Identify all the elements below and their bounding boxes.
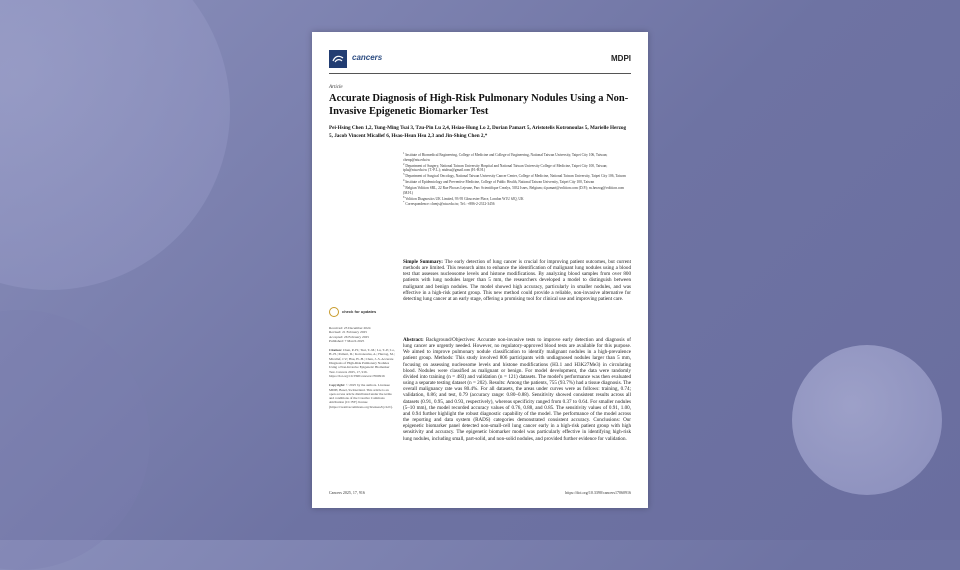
background-circle-lower xyxy=(0,310,150,570)
background-circle-large xyxy=(0,0,230,290)
background-circle-right xyxy=(792,345,942,495)
correspondence: * Correspondence: chenjs@ntu.edu.tw; Tel.: +886-2-2312-3456 xyxy=(403,201,495,207)
affiliation-item: $^3$ Department of Surgical Oncology, National Taiwan University Cancer Center, College of Medicine, National Taiwan University, Taipei City 106, Taiwan xyxy=(403,173,626,179)
publication-dates: Received: 23 December 2024 Revised: 21 February 2025 Accepted: 26 February 2025 Published: 7 March 2025 xyxy=(329,326,371,343)
affiliation-item: $^5$ Belgian Volition SRL, 22 Rue Phocas Lejeune, Parc Scientifique Crealys, 5032 Isnes, Belgium; d.pamart@volition.com (D.P.); m.herzog@volition.com (M.H.) xyxy=(403,184,625,195)
document-page xyxy=(312,32,648,508)
check-for-updates-badge[interactable]: check for updates xyxy=(329,307,395,317)
simple-summary: Simple Summary: The early detection of lung cancer is crucial for improving patient outcomes, but current methods are limited. This research aims to enhance the identification of malignant lung nodules using a blood test that assesses nucleosome levels and histone modifications. By analyzing blood samples from over 800 patients with lung nodules larger than 5 mm, the researchers developed a model to distinguish between malignant and benign nodules. The model showed high accuracy, particularly in smaller nodules, and was effective in a high-risk patient group. This new method could provide a reliable, non-invasive alternative for detecting lung cancer at an early stage, offering a promising tool for clinical use and improving patient care. xyxy=(403,259,632,302)
journal-logo-icon xyxy=(329,50,347,68)
check-updates-icon xyxy=(329,307,339,317)
affiliation-item: $^1$ Institute of Biomedical Engineering, College of Medicine and College of Engineering, National Taiwan University, Taipei City 106, Taiwan; chenp@ntu.edu.tw xyxy=(403,152,608,162)
affiliation-item: $^2$ Department of Surgery, National Taiwan University Hospital and National Taiwan University College of Medicine, Taipei City 100, Taiwan; tplu@ntu.edu.tw (T.-P.L.); ntuhsu@gmail.com (H.-H.H.) xyxy=(403,162,608,173)
affiliation-list xyxy=(403,152,631,207)
affiliation-item: $^6$ Volition Diagnostics UK Limited, 93-95 Gloucester Place, London W1U 6JQ, UK xyxy=(403,195,524,201)
publisher-logo: MDPI xyxy=(611,54,631,63)
journal-name: cancers xyxy=(352,53,383,62)
footer-citation: Cancers 2025, 17, 916 xyxy=(329,490,365,495)
article-title: Accurate Diagnosis of High-Risk Pulmonary Nodules Using a Non-Invasive Epigenetic Biomarker Test xyxy=(329,93,629,117)
copyright-block: Copyright: © 2025 by the authors. Licensee MDPI, Basel, Switzerland. This article is an open access article distributed under the terms and conditions of the Creative Commons Attribution (CC BY) license (https://creativecommons.org/licenses/by/4.0/). xyxy=(329,383,393,409)
article-type: Article xyxy=(329,85,343,90)
header-divider xyxy=(329,73,631,74)
citation-block: Citation: Chen, P.-H.; Tsai, T.-M.; Lu, T.-P.; Lo, H.-H.; Pamart, D.; Kotronoulas, A.; Herzog, M.; Micallef, J.V.; Hsu, H.-H.; Chen, J.-S. Accurate Diagnosis of High-Risk Pulmonary Nodules Using a Non-Invasive Epigenetic Biomarker Test. Cancers 2025, 17, 916. https://doi.org/10.3390/cancers17060916 xyxy=(329,348,395,378)
author-list: Pei-Hsing Chen 1,2, Tung-Ming Tsai 3, Tzu-Pin Lu 2,4, Hsiao-Hung Lo 2, Dorian Pamart 5, Aristotelis Kotronoulas 5, Marielle Herzog 5, Jacob Vincent Micallef 6, Hsao-Hsun Hsu 2,3 and Jin-Shing Chen 2,* xyxy=(329,125,627,139)
abstract: Abstract: Background/Objectives: Accurate non-invasive tests to improve early detection and diagnosis of lung cancer are urgently needed. However, no regulatory-approved blood tests are available for this purpose. We aimed to improve pulmonary nodule classification to identify malignant nodules in a high-prevalence patient group. Methods: This study involved 806 participants with undiagnosed nodules larger than 5 mm, focusing on assessing nucleosome levels and histone modifications (H3.1 and H3K27Me3) in circulating blood. Nodules were classified as malignant or benign. For model development, the data were randomly divided into training (n = 483) and validation (n = 121) datasets. The model's performance was then evaluated using a separate testing dataset (n = 202). Results: Among the patients, 755 (93.7%) had a tissue diagnosis. The overall malignancy rate was 80.4%. For all datasets, the areas under curves were as follows: training, 0.74; validation, 0.86; and test, 0.79 (accuracy range: 0.80–0.88). Sensitivity showed consistent results across all datasets (0.91, 0.95, and 0.93, respectively), whereas specificity ranged from 0.37 to 0.64. For smaller nodules (5–10 mm), the model recorded accuracy values of 0.76, 0.88, and 0.85. The sensitivity values of 0.91, 1.00, and 0.94 further highlight the robust diagnostic capability of the model. The performance of the model across the reporting and data system (RADS) categories demonstrated consistent accuracy. Conclusions: Our epigenetic biomarker panel detected non-small-cell lung cancer early in a high-risk patient group with high sensitivity and accuracy. The epigenetic biomarker model was particularly effective in identifying high-risk lung nodules, including small, part-solid, and non-solid nodules, and provided further evidence for validation. xyxy=(403,337,632,442)
page-footer xyxy=(329,490,631,495)
footer-doi[interactable]: https://doi.org/10.3390/cancers17060916 xyxy=(565,490,631,495)
article-sidebar xyxy=(329,307,395,409)
affiliation-item: $^4$ Institute of Epidemiology and Preventive Medicine, College of Public Health, National Taiwan University, Taipei City 100, Taiwan xyxy=(403,179,595,185)
